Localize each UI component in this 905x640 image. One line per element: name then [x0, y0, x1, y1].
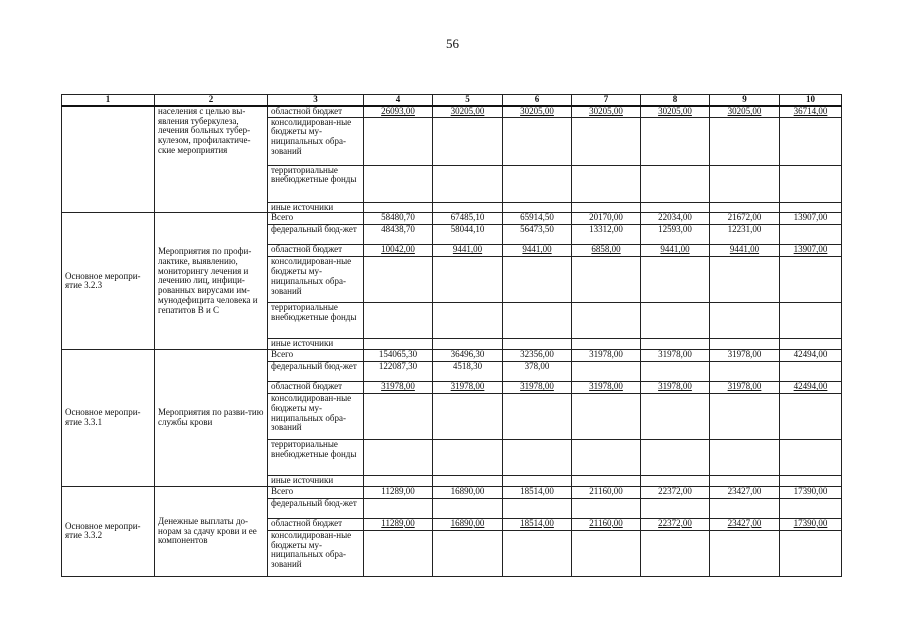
value-cell: [503, 498, 572, 518]
value-cell: [433, 394, 503, 440]
value-cell: [710, 202, 780, 213]
value-cell: 22372,00: [641, 518, 710, 530]
value-cell: [710, 498, 780, 518]
value-cell: 31978,00: [572, 382, 641, 394]
value-cell: [780, 225, 842, 245]
value-cell: 12593,00: [641, 225, 710, 245]
value-cell: 32356,00: [503, 350, 572, 362]
value-cell: 36714,00: [780, 106, 842, 117]
value-cell: [710, 440, 780, 476]
value-cell: 42494,00: [780, 350, 842, 362]
value-cell: [503, 257, 572, 303]
value-cell: [433, 530, 503, 576]
value-cell: [364, 257, 433, 303]
value-cell: [433, 498, 503, 518]
funding-source: иные источники: [268, 476, 364, 487]
value-cell: [572, 257, 641, 303]
table-row: [62, 106, 842, 117]
value-cell: [710, 476, 780, 487]
activity-code: [62, 106, 155, 213]
value-cell: 13907,00: [780, 245, 842, 257]
value-cell: [641, 202, 710, 213]
funding-source: консолидирован-ные бюджеты му-ниципальных обра-зований: [268, 257, 364, 303]
value-cell: 23427,00: [710, 518, 780, 530]
value-cell: [364, 303, 433, 339]
value-cell: [710, 362, 780, 382]
value-cell: 4518,30: [433, 362, 503, 382]
funding-source: консолидирован-ные бюджеты му-ниципальных обра-зований: [268, 117, 364, 165]
table-row: [62, 350, 842, 362]
column-header: 9: [710, 95, 780, 107]
value-cell: [572, 117, 641, 165]
activity-title: Мероприятия по разви-тию службы крови: [155, 350, 268, 487]
funding-source: консолидирован-ные бюджеты му-ниципальных обра-зований: [268, 394, 364, 440]
value-cell: [433, 202, 503, 213]
value-cell: 18514,00: [503, 486, 572, 498]
value-cell: [503, 394, 572, 440]
funding-source: иные источники: [268, 202, 364, 213]
funding-source: Всего: [268, 350, 364, 362]
value-cell: [780, 530, 842, 576]
value-cell: [572, 394, 641, 440]
value-cell: 30205,00: [710, 106, 780, 117]
value-cell: [364, 117, 433, 165]
value-cell: [780, 362, 842, 382]
activity-title: населения с целью вы-явления туберкулеза, лечения больных тубер-кулезом, профилактиче-ские мероприятия: [155, 106, 268, 213]
value-cell: 65914,50: [503, 213, 572, 225]
funding-source: федеральный бюд-жет: [268, 498, 364, 518]
value-cell: 9441,00: [710, 245, 780, 257]
funding-source: областной бюджет: [268, 382, 364, 394]
table-row: [62, 486, 842, 498]
value-cell: [710, 165, 780, 202]
value-cell: [433, 476, 503, 487]
value-cell: [433, 440, 503, 476]
column-header: 6: [503, 95, 572, 107]
column-header: 8: [641, 95, 710, 107]
value-cell: [572, 303, 641, 339]
value-cell: [364, 476, 433, 487]
value-cell: [572, 476, 641, 487]
funding-source: областной бюджет: [268, 106, 364, 117]
column-header-row: [62, 95, 842, 107]
column-header: 3: [268, 95, 364, 107]
value-cell: 31978,00: [710, 350, 780, 362]
value-cell: 10042,00: [364, 245, 433, 257]
value-cell: 9441,00: [503, 245, 572, 257]
value-cell: 17390,00: [780, 486, 842, 498]
value-cell: 12231,00: [710, 225, 780, 245]
value-cell: 16890,00: [433, 486, 503, 498]
value-cell: [572, 165, 641, 202]
value-cell: 11289,00: [364, 486, 433, 498]
value-cell: 13312,00: [572, 225, 641, 245]
value-cell: [364, 165, 433, 202]
value-cell: [780, 440, 842, 476]
table-row: [62, 213, 842, 225]
value-cell: 18514,00: [503, 518, 572, 530]
value-cell: 31978,00: [364, 382, 433, 394]
activity-code: Основное меропри-ятие 3.3.2: [62, 486, 155, 576]
column-header: 5: [433, 95, 503, 107]
funding-source: территориальные внебюджетные фонды: [268, 303, 364, 339]
funding-source: иные источники: [268, 339, 364, 350]
value-cell: 42494,00: [780, 382, 842, 394]
value-cell: 30205,00: [641, 106, 710, 117]
value-cell: [503, 339, 572, 350]
value-cell: 20170,00: [572, 213, 641, 225]
value-cell: [710, 530, 780, 576]
value-cell: [780, 498, 842, 518]
value-cell: 67485,10: [433, 213, 503, 225]
value-cell: 31978,00: [641, 350, 710, 362]
value-cell: [780, 303, 842, 339]
value-cell: [780, 476, 842, 487]
value-cell: 21672,00: [710, 213, 780, 225]
value-cell: 16890,00: [433, 518, 503, 530]
funding-source: консолидирован-ные бюджеты му-ниципальных обра-зований: [268, 530, 364, 576]
value-cell: 36496,30: [433, 350, 503, 362]
value-cell: 13907,00: [780, 213, 842, 225]
value-cell: 30205,00: [433, 106, 503, 117]
funding-source: Всего: [268, 486, 364, 498]
value-cell: [433, 303, 503, 339]
value-cell: [503, 117, 572, 165]
value-cell: [641, 165, 710, 202]
column-header: 2: [155, 95, 268, 107]
value-cell: [572, 440, 641, 476]
funding-source: областной бюджет: [268, 518, 364, 530]
column-header: 1: [62, 95, 155, 107]
funding-source: федеральный бюд-жет: [268, 362, 364, 382]
value-cell: [433, 339, 503, 350]
value-cell: 48438,70: [364, 225, 433, 245]
value-cell: 56473,50: [503, 225, 572, 245]
value-cell: 6858,00: [572, 245, 641, 257]
value-cell: [572, 498, 641, 518]
funding-source: территориальные внебюджетные фонды: [268, 165, 364, 202]
value-cell: [641, 257, 710, 303]
value-cell: [433, 257, 503, 303]
value-cell: 31978,00: [710, 382, 780, 394]
value-cell: [641, 117, 710, 165]
column-header: 4: [364, 95, 433, 107]
value-cell: [780, 394, 842, 440]
value-cell: 31978,00: [503, 382, 572, 394]
value-cell: 22034,00: [641, 213, 710, 225]
value-cell: [641, 476, 710, 487]
value-cell: [641, 303, 710, 339]
value-cell: [364, 498, 433, 518]
value-cell: [433, 165, 503, 202]
value-cell: [780, 165, 842, 202]
value-cell: 22372,00: [641, 486, 710, 498]
value-cell: 9441,00: [641, 245, 710, 257]
value-cell: [710, 394, 780, 440]
value-cell: [503, 202, 572, 213]
value-cell: [364, 440, 433, 476]
value-cell: [641, 530, 710, 576]
value-cell: 17390,00: [780, 518, 842, 530]
value-cell: [572, 530, 641, 576]
value-cell: [780, 257, 842, 303]
value-cell: 31978,00: [433, 382, 503, 394]
value-cell: [780, 339, 842, 350]
value-cell: 31978,00: [572, 350, 641, 362]
value-cell: [572, 339, 641, 350]
value-cell: [641, 498, 710, 518]
value-cell: 26093,00: [364, 106, 433, 117]
column-header: 7: [572, 95, 641, 107]
value-cell: [710, 303, 780, 339]
value-cell: [503, 303, 572, 339]
activity-code: Основное меропри-ятие 3.3.1: [62, 350, 155, 487]
funding-source: областной бюджет: [268, 245, 364, 257]
value-cell: 378,00: [503, 362, 572, 382]
value-cell: [503, 476, 572, 487]
value-cell: [364, 202, 433, 213]
value-cell: [710, 257, 780, 303]
value-cell: 122087,30: [364, 362, 433, 382]
value-cell: 11289,00: [364, 518, 433, 530]
value-cell: [503, 530, 572, 576]
value-cell: 9441,00: [433, 245, 503, 257]
value-cell: [641, 394, 710, 440]
value-cell: [364, 339, 433, 350]
value-cell: [780, 117, 842, 165]
column-header: 10: [780, 95, 842, 107]
budget-table: [61, 94, 842, 577]
activity-title: Денежные выплаты до-норам за сдачу крови и ее компонентов: [155, 486, 268, 576]
activity-code: Основное меропри-ятие 3.2.3: [62, 213, 155, 350]
value-cell: [503, 440, 572, 476]
value-cell: [364, 394, 433, 440]
value-cell: [364, 530, 433, 576]
value-cell: 154065,30: [364, 350, 433, 362]
value-cell: [641, 339, 710, 350]
value-cell: [503, 165, 572, 202]
value-cell: [710, 339, 780, 350]
value-cell: 30205,00: [503, 106, 572, 117]
value-cell: 21160,00: [572, 486, 641, 498]
value-cell: [433, 117, 503, 165]
value-cell: [641, 440, 710, 476]
value-cell: 31978,00: [641, 382, 710, 394]
value-cell: [710, 117, 780, 165]
value-cell: [641, 362, 710, 382]
value-cell: [780, 202, 842, 213]
value-cell: 21160,00: [572, 518, 641, 530]
value-cell: 58480,70: [364, 213, 433, 225]
funding-source: Всего: [268, 213, 364, 225]
value-cell: [572, 362, 641, 382]
funding-source: федеральный бюд-жет: [268, 225, 364, 245]
value-cell: 23427,00: [710, 486, 780, 498]
activity-title: Мероприятия по профи-лактике, выявлению, мониторингу лечения и лечению лиц, инфици-рованных вирусами им-мунодефицита человека и гепатитов В и С: [155, 213, 268, 350]
value-cell: 30205,00: [572, 106, 641, 117]
funding-source: территориальные внебюджетные фонды: [268, 440, 364, 476]
value-cell: 58044,10: [433, 225, 503, 245]
value-cell: [572, 202, 641, 213]
page-number: 56: [446, 36, 459, 51]
